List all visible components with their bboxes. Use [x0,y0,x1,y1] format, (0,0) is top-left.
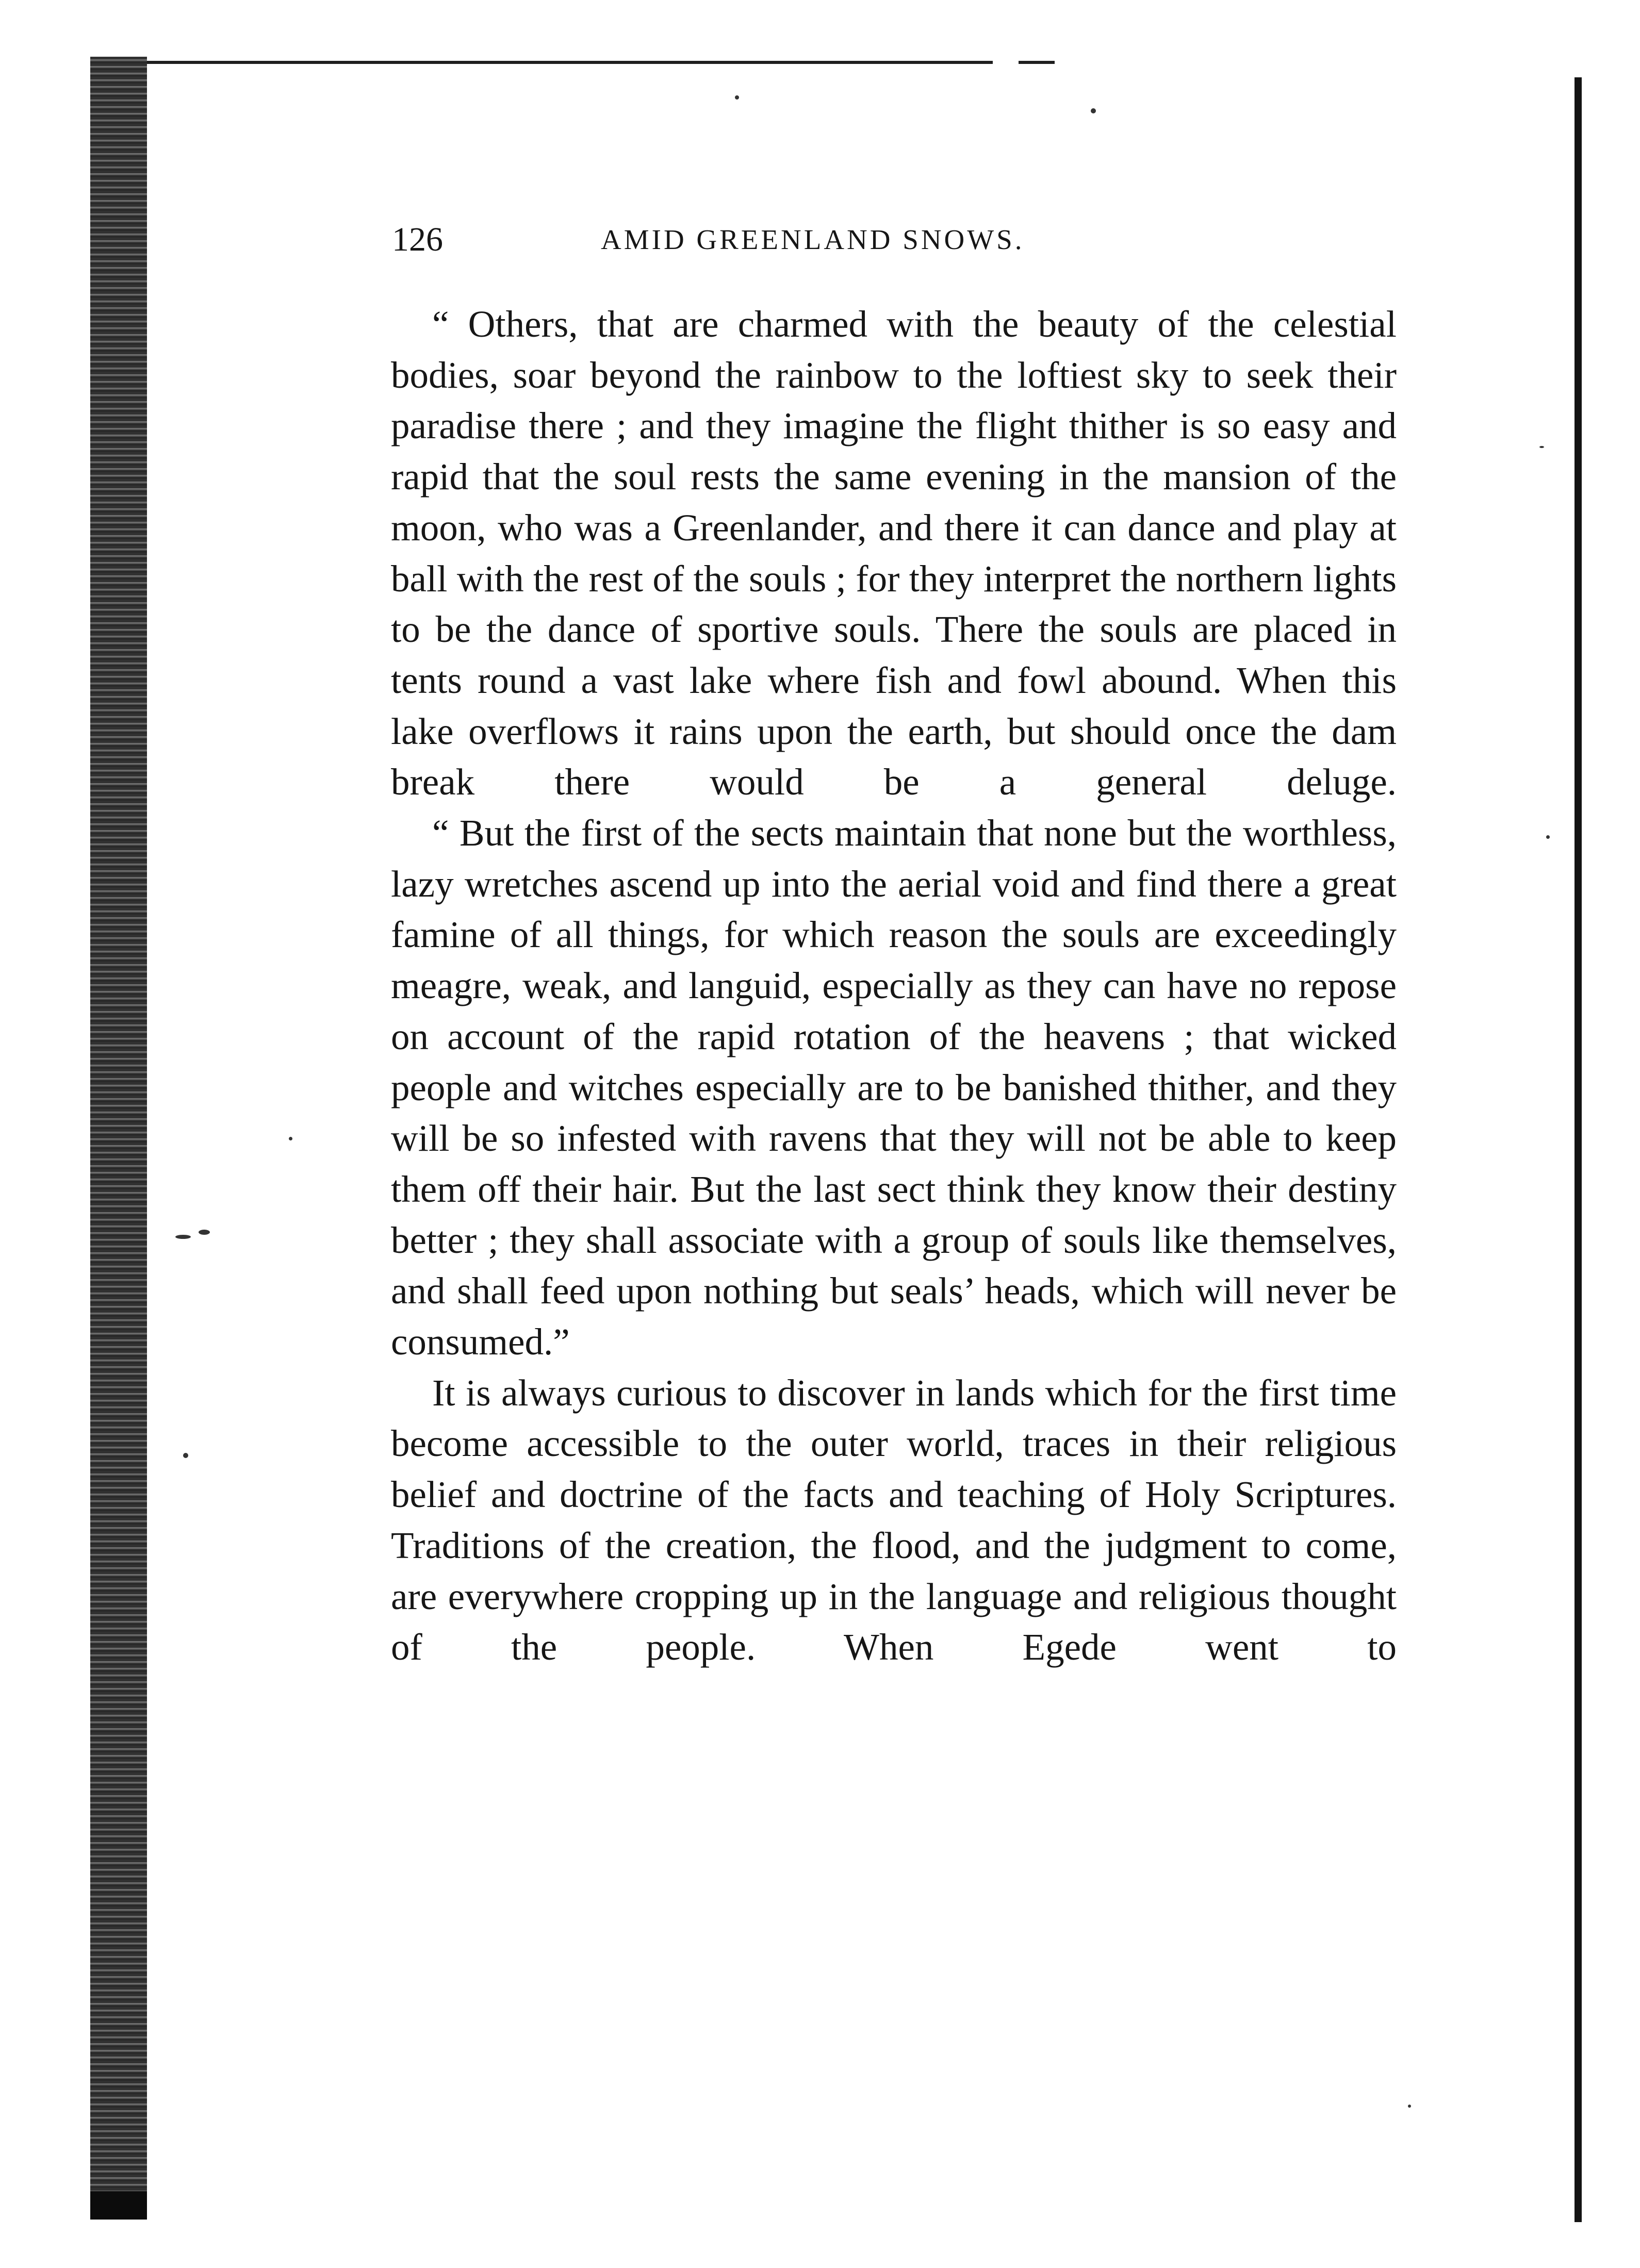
scan-speck [199,1230,210,1235]
text-column [391,299,1397,1673]
scan-speck [183,1453,188,1458]
scan-speck [1539,446,1544,448]
body-paragraph: “ Others, that are charmed with the beauty of the celestial bodies, soar beyond the rainbow to the loftiest sky to seek their paradise there ; and they imagine the flight thither is so easy and rapid that the soul rests the same evening in the mansion of the moon, who was a Greenlander, and there it can dance and play at ball with the rest of the souls ; for they interpret the northern lights to be the dance of sportive souls. There the souls are placed in tents round a vast lake where fish and fowl abound. When this lake overflows it rains upon the earth, but should once the dam break there would be a general deluge. [391,303,1397,803]
page-header [392,214,1398,271]
scan-speck [735,95,739,100]
top-border-rule [147,61,993,64]
scan-speck [1091,108,1096,113]
scanned-page-edge-left-corner [90,2191,147,2220]
top-border-rule-tail [1019,61,1055,64]
scanned-page-edge-left [90,57,147,2212]
scan-speck [1408,2105,1411,2108]
body-paragraph: It is always curious to discover in lands which for the first time become accessible to the outer world, traces in their religious belief and doctrine of the facts and teaching of Holy Scriptures. Traditions of the creation, the flood, and the judgment to come, are everywhere cropping up in the language and religious thought of the people. When Egede went to [391,1371,1397,1668]
running-title: AMID GREENLAND SNOWS. [601,224,1025,255]
scan-speck [175,1235,191,1239]
scan-speck [289,1137,292,1140]
body-paragraph: “ But the first of the sects maintain that none but the worthless, lazy wretches ascend up into the aerial void and find there a great famine of all things, for which reason the souls are exceedingly meagre, weak, and languid, especially as they can have no repose on account of the rapid rotation of the heavens ; that wicked people and witches especially are to be banished thither, and they will be so infested with ravens that they will not be able to keep them off their hair. But the last sect think they know their destiny better ; they shall associate with a group of souls like themselves, and shall feed upon nothing but seals’ heads, which will never be consumed.” [391,812,1397,1363]
scanned-page-edge-right [1575,77,1582,2222]
page-number: 126 [392,221,443,258]
scan-speck [1546,835,1550,839]
